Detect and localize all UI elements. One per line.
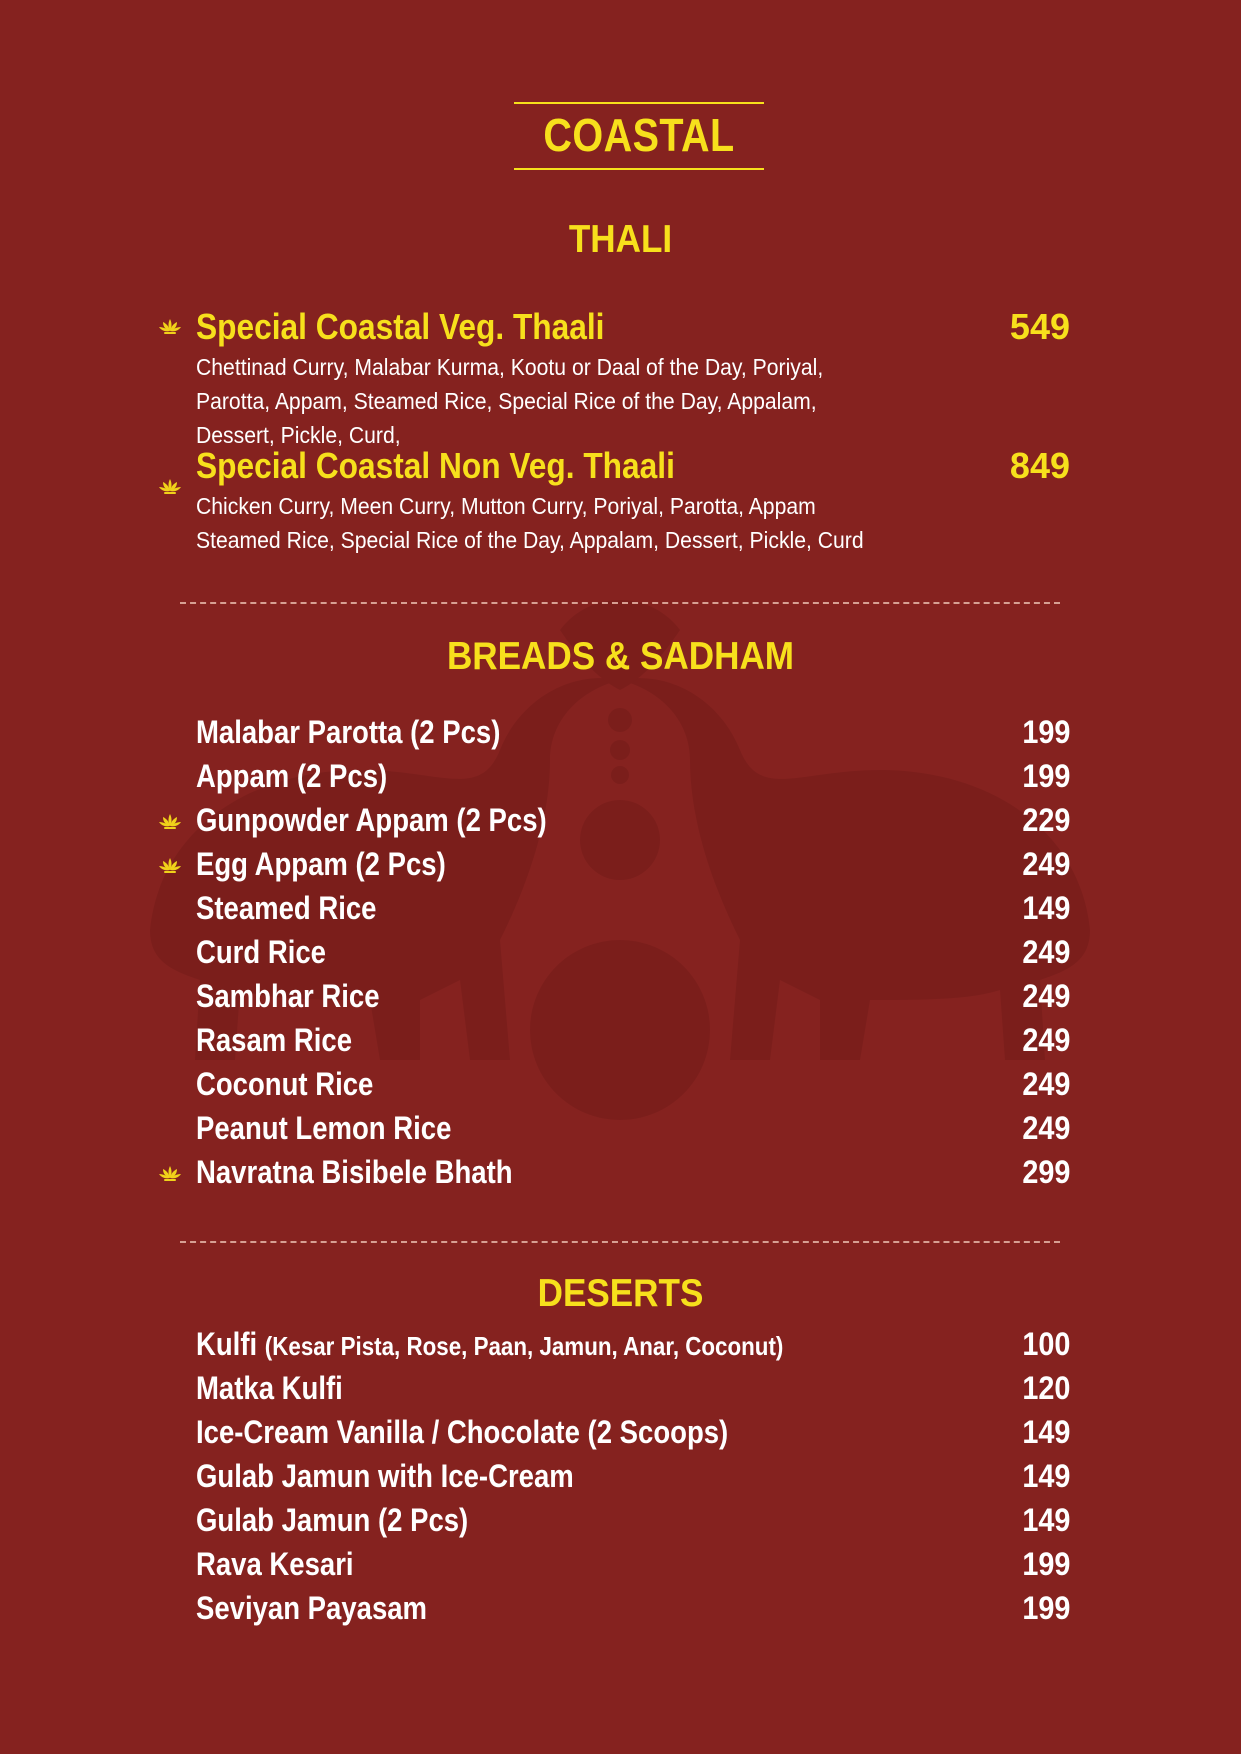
page-title-frame [514,102,764,170]
item-price: 249 [1021,978,1070,1014]
menu-row [196,886,1070,930]
section-divider [180,602,1060,604]
item-name: Navratna Bisibele Bhath [196,1154,513,1190]
menu-row [196,1498,1070,1542]
menu-row [196,754,1070,798]
item-price: 100 [1021,1326,1070,1362]
item-name: Curd Rice [196,934,326,970]
menu-row [196,1366,1070,1410]
item-price: 249 [1021,846,1070,882]
menu-row [196,1586,1070,1630]
menu-row [196,1454,1070,1498]
item-name-main: Kulfi [196,1326,258,1362]
section-title-thali: THALI [568,218,673,261]
menu-row [196,1062,1070,1106]
menu-row [196,1106,1070,1150]
thali-item [196,306,1070,452]
lotus-icon [158,812,182,832]
item-name: Gulab Jamun (2 Pcs) [196,1502,469,1538]
lotus-icon [158,856,182,876]
item-name [196,1322,783,1368]
item-price: 149 [1021,1502,1070,1538]
item-name: Appam (2 Pcs) [196,758,388,794]
item-price: 249 [1021,934,1070,970]
section-title-breads: BREADS & SADHAM [446,635,795,678]
menu-row [196,930,1070,974]
item-name: Seviyan Payasam [196,1590,428,1626]
item-name: Special Coastal Veg. Thaali [196,306,605,347]
item-price: 849 [1009,445,1070,486]
thali-item [196,445,1070,557]
lotus-icon [158,317,182,337]
item-name: Malabar Parotta (2 Pcs) [196,714,501,750]
item-price: 249 [1021,1110,1070,1146]
item-price: 149 [1021,1414,1070,1450]
menu-row [196,842,1070,886]
item-name: Special Coastal Non Veg. Thaali [196,445,675,486]
item-price: 120 [1021,1370,1070,1406]
item-name: Peanut Lemon Rice [196,1110,452,1146]
item-description: Chettinad Curry, Malabar Kurma, Kootu or Daal of the Day, Poriyal, Parotta, Appam, Steamed Rice, Special Rice of the Day, Appalam, Dessert, Pickle, Curd, [196,354,824,448]
item-name: Gulab Jamun with Ice-Cream [196,1458,574,1494]
menu-row [196,710,1070,754]
item-name: Rava Kesari [196,1546,354,1582]
menu-row [196,1150,1070,1194]
item-name: Gunpowder Appam (2 Pcs) [196,802,547,838]
item-price: 149 [1021,890,1070,926]
item-price: 299 [1021,1154,1070,1190]
menu-row [196,1410,1070,1454]
item-description: Chicken Curry, Meen Curry, Mutton Curry, Poriyal, Parotta, Appam Steamed Rice, Special Rice of the Day, Appalam, Dessert, Pickle, Curd [196,493,864,553]
item-price: 229 [1021,802,1070,838]
item-price: 199 [1021,1590,1070,1626]
item-name: Egg Appam (2 Pcs) [196,846,446,882]
item-name: Ice-Cream Vanilla / Chocolate (2 Scoops) [196,1414,729,1450]
menu-row [196,1018,1070,1062]
item-name: Steamed Rice [196,890,377,926]
item-name: Rasam Rice [196,1022,353,1058]
item-name: Matka Kulfi [196,1370,343,1406]
item-name: Sambhar Rice [196,978,380,1014]
menu-row [196,798,1070,842]
item-price: 549 [1009,306,1070,347]
page-title: COASTAL [543,109,735,161]
item-price: 199 [1021,714,1070,750]
menu-row [196,1322,1070,1366]
item-note: (Kesar Pista, Rose, Paan, Jamun, Anar, Coconut) [264,1331,784,1361]
menu-row [196,974,1070,1018]
item-price: 249 [1021,1066,1070,1102]
section-title-deserts: DESERTS [537,1272,704,1315]
item-price: 149 [1021,1458,1070,1494]
item-price: 199 [1021,758,1070,794]
item-price: 199 [1021,1546,1070,1582]
menu-row [196,1542,1070,1586]
section-divider [180,1241,1060,1243]
item-name: Coconut Rice [196,1066,374,1102]
lotus-icon [158,477,182,497]
lotus-icon [158,1164,182,1184]
item-price: 249 [1021,1022,1070,1058]
